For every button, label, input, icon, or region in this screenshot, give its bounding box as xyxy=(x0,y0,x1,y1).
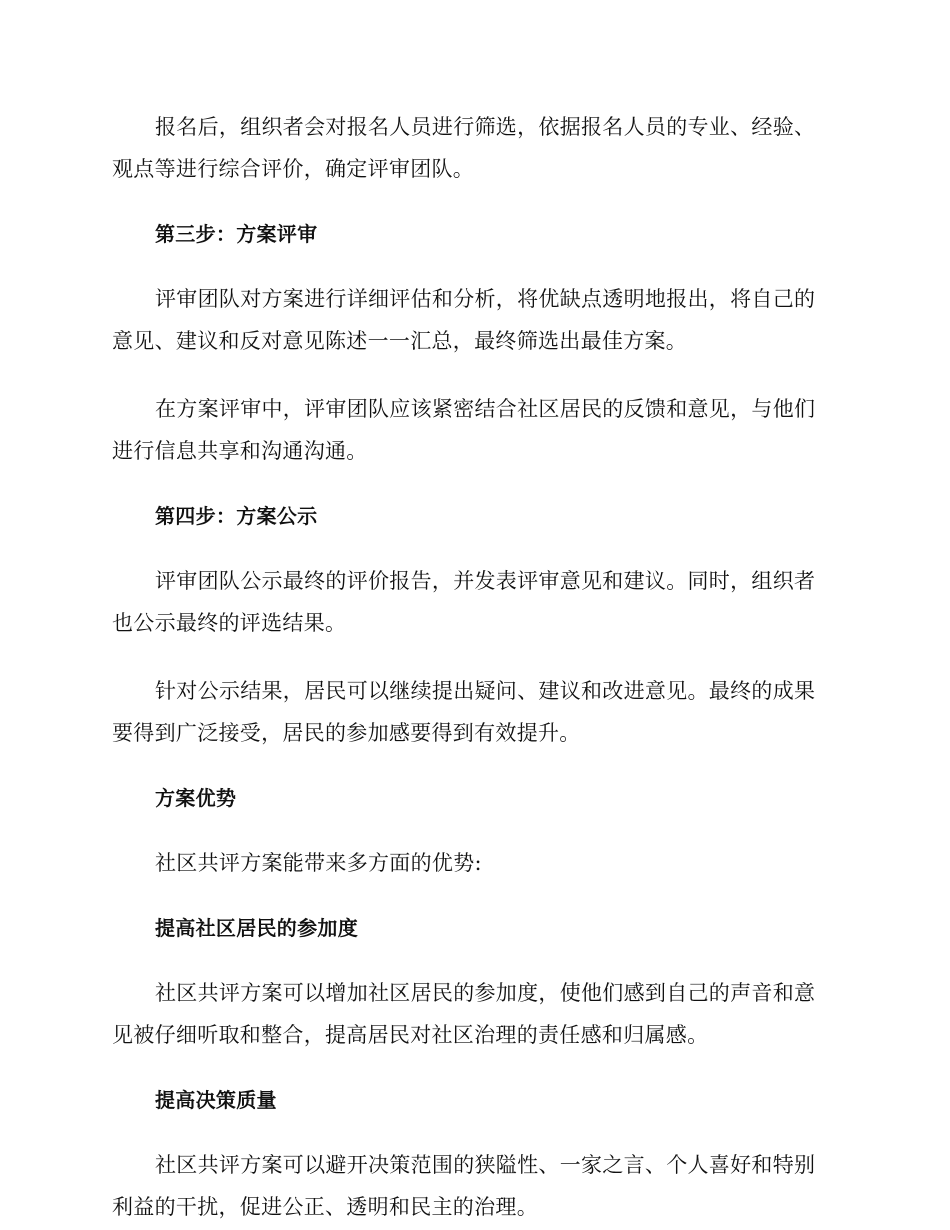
heading-participation: 提高社区居民的参加度 xyxy=(155,916,358,940)
paragraph-advantages-intro: 社区共评方案能带来多方面的优势: xyxy=(155,851,482,875)
paragraph-publication: 评审团队公示最终的评价报告，并发表评审意见和建议。同时，组织者也公示最终的评选结果。 xyxy=(112,569,816,635)
heading-decision-quality: 提高决策质量 xyxy=(155,1088,277,1112)
paragraph-review-analysis: 评审团队对方案进行详细评估和分析，将优缺点透明地报出，将自己的意见、建议和反对意见陈述一一汇总，最终筛选出最佳方案。 xyxy=(112,287,816,353)
paragraph-review-feedback: 在方案评审中，评审团队应该紧密结合社区居民的反馈和意见，与他们进行信息共享和沟通沟通。 xyxy=(112,397,816,463)
paragraph-screening: 报名后，组织者会对报名人员进行筛选，依据报名人员的专业、经验、观点等进行综合评价，确定评审团队。 xyxy=(112,115,816,181)
paragraph-resident-response: 针对公示结果，居民可以继续提出疑问、建议和改进意见。最终的成果要得到广泛接受，居民的参加感要得到有效提升。 xyxy=(112,679,816,745)
paragraph-participation: 社区共评方案可以增加社区居民的参加度，使他们感到自己的声音和意见被仔细听取和整合，提高居民对社区治理的责任感和归属感。 xyxy=(112,981,816,1047)
heading-advantages: 方案优势 xyxy=(155,786,237,810)
paragraph-decision-quality: 社区共评方案可以避开决策范围的狭隘性、一家之言、个人喜好和特别利益的干扰，促进公正、透明和民主的治理。 xyxy=(112,1153,816,1219)
heading-step-three: 第三步：方案评审 xyxy=(155,222,318,246)
heading-step-four: 第四步：方案公示 xyxy=(155,504,318,528)
